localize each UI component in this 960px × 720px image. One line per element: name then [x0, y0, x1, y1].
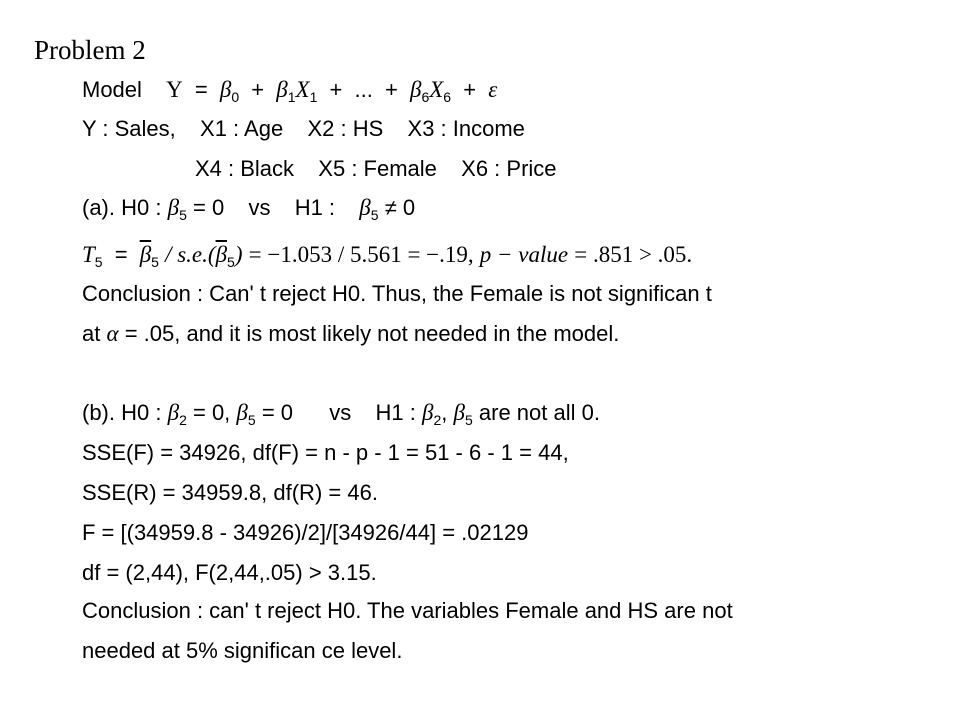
equals-sign: = — [114, 242, 128, 267]
sub-5: 5 — [179, 207, 187, 223]
def-x2: X2 : HS — [307, 116, 384, 141]
beta-6: β — [409, 77, 422, 102]
beta-hat-5-se: $\overline{\beta}$ — [215, 242, 228, 267]
part-b-conclusion-2: needed at 5% significan ce level. — [82, 638, 403, 663]
t-sub-5: 5 — [94, 254, 103, 270]
part-b-label: (b). H0 : — [82, 400, 162, 425]
x-6: X — [429, 77, 444, 102]
plus-sign: + — [329, 77, 343, 102]
def-x6: X6 : Price — [461, 156, 557, 181]
beta-hat-sub: 5 — [151, 254, 159, 270]
pvalue-label: p − value — [479, 242, 569, 267]
t-statistic — [82, 237, 692, 273]
sse-full: SSE(F) = 34926, df(F) = n - p - 1 = 51 - 6 - 1 = 44, — [82, 440, 569, 465]
ellipsis: ... — [354, 77, 373, 102]
beta-0: β — [219, 77, 232, 102]
variable-defs-line2 — [195, 151, 557, 187]
def-x4: X4 : Black — [195, 156, 295, 181]
sub-0: 0 — [231, 89, 240, 105]
beta-5: β — [167, 195, 180, 220]
conclusion-2-text: = .05, and it is most likely not needed in the model. — [124, 321, 620, 346]
def-x5: X5 : Female — [318, 156, 437, 181]
model-equation — [82, 72, 497, 108]
part-a-label: (a). H0 : — [82, 195, 162, 220]
h1-label: H1 : — [294, 195, 336, 220]
def-y: Y : Sales, — [82, 116, 176, 141]
part-a-conclusion-2 — [82, 316, 619, 352]
alpha-symbol: α — [106, 321, 119, 346]
se-close: ) — [234, 242, 243, 267]
sub-2: 2 — [179, 412, 187, 428]
part-a-hypotheses — [82, 190, 415, 226]
h0-value: = 0 — [192, 195, 225, 220]
beta-hat-symbol: $\overline{\beta}$ — [139, 242, 152, 267]
part-b-hypotheses: (b). H0 : $\beta_2 = 0$, $\beta_5 = 0$ vs H1 : $\beta_2$, $\beta_5$ are not all 0. — [82, 400, 600, 428]
pvalue-text: = .851 > .05. — [574, 242, 693, 267]
beta-2-h1: β — [422, 400, 434, 425]
se-sub: 5 — [227, 254, 235, 270]
h0-end: = 0 — [261, 400, 294, 425]
beta-1: β — [276, 77, 288, 102]
part-a-conclusion-1: Conclusion : Can' t reject H0. Thus, the Female is not significan t — [82, 281, 712, 306]
h1-tail: are not all 0. — [478, 400, 600, 425]
beta-2: β — [167, 400, 180, 425]
beta-5-h1b: β — [453, 400, 465, 425]
sub-2-h1: 2 — [433, 412, 442, 428]
plus-sign: + — [251, 77, 265, 102]
beta-hat-5 — [140, 242, 151, 267]
at-text: at — [82, 321, 101, 346]
variable-defs-line1 — [82, 111, 525, 147]
sub-5-h1: 5 — [370, 207, 379, 223]
se-text: / s.e.( — [165, 242, 216, 267]
f-statistic: F = [(34959.8 - 34926)/2]/[34926/44] = .02129 — [82, 520, 529, 545]
slide-title: Problem 2 — [34, 35, 146, 65]
df-line: df = (2,44), F(2,44,.05) > 3.15. — [82, 560, 377, 585]
def-x3: X3 : Income — [407, 116, 525, 141]
h0-mid: = 0, — [192, 400, 231, 425]
sub-6: 6 — [421, 89, 430, 105]
beta-5-h1: β — [359, 195, 371, 220]
h1-label-b: H1 : — [375, 400, 416, 425]
equals-sign: = — [194, 77, 208, 102]
x-1: X — [295, 77, 310, 102]
t-symbol: T — [82, 242, 95, 267]
sub-x6: 6 — [443, 89, 452, 105]
beta-5-b: β — [236, 400, 248, 425]
t-values: = −1.053 / 5.561 = −.19, — [248, 242, 474, 267]
model-y: Y — [166, 77, 183, 102]
sub-5-b: 5 — [247, 412, 256, 428]
model-label: Model — [82, 77, 142, 102]
epsilon: ε — [488, 77, 498, 102]
h1-value: ≠ 0 — [384, 195, 416, 220]
sse-reduced: SSE(R) = 34959.8, df(R) = 46. — [82, 480, 378, 505]
sub-5-h1b: 5 — [464, 412, 473, 428]
part-b-conclusion-1: Conclusion : can' t reject H0. The variables Female and HS are not — [82, 598, 733, 623]
plus-sign: + — [463, 77, 477, 102]
def-x1: X1 : Age — [200, 116, 284, 141]
vs-text: vs — [248, 195, 271, 220]
sub-x1: 1 — [309, 89, 318, 105]
vs-text-b: vs — [329, 400, 352, 425]
sub-1: 1 — [287, 89, 296, 105]
plus-sign: + — [384, 77, 398, 102]
